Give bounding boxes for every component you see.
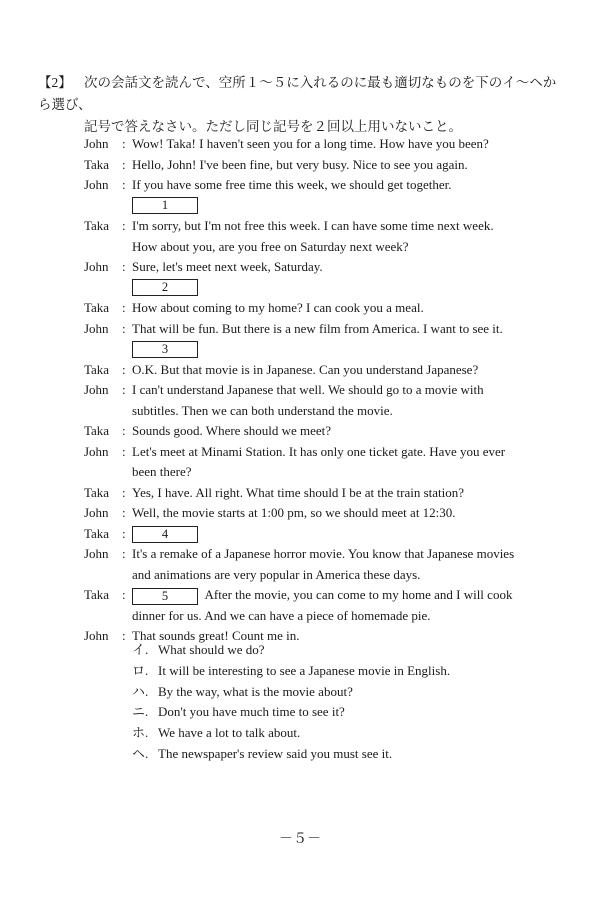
speaker-colon: : xyxy=(122,546,126,561)
choice-text: Don't you have much time to see it? xyxy=(158,704,345,720)
speaker-colon: : xyxy=(122,505,126,520)
question-number: 【2】 xyxy=(38,75,72,90)
utterance-line: Sure, let's meet next week, Saturday. xyxy=(132,259,323,274)
blank-row xyxy=(84,339,574,360)
utterance xyxy=(132,216,574,257)
speaker-name: Taka xyxy=(84,525,110,541)
utterance xyxy=(132,524,574,545)
speaker-colon: : xyxy=(122,300,126,315)
utterance-line: I can't understand Japanese that well. We should go to a movie with xyxy=(132,382,484,397)
speaker-name: Taka xyxy=(84,156,110,172)
utterance xyxy=(132,257,574,278)
speaker-name: Taka xyxy=(84,300,110,315)
dialogue-turn xyxy=(84,155,574,176)
speaker-colon: : xyxy=(122,259,126,274)
utterance xyxy=(132,175,574,196)
speaker-name: Taka xyxy=(84,423,110,438)
instruction-line-1: 次の会話文を読んで、空所１～５に入れるのに最も適切なものを下のイ～ヘから選び、 xyxy=(38,75,557,112)
utterance-line: and animations are very popular in America these days. xyxy=(132,566,421,582)
speaker-colon: : xyxy=(122,136,126,151)
choice-item xyxy=(132,744,552,765)
choice-item xyxy=(132,640,552,661)
speaker-colon: : xyxy=(122,320,126,336)
speaker-name: John xyxy=(84,546,109,561)
dialogue xyxy=(84,134,574,647)
dialogue-turn xyxy=(84,585,574,626)
utterance-line: Yes, I have. All right. What time should I be at the train station? xyxy=(132,484,465,500)
dialogue-turn xyxy=(84,380,574,421)
choice-item xyxy=(132,682,552,703)
utterance-line: Well, the movie starts at 1:00 pm, so we should meet at 12:30. xyxy=(132,505,456,520)
choice-text: By the way, what is the movie about? xyxy=(158,683,353,699)
dialogue-turn xyxy=(84,175,574,196)
speaker-colon: : xyxy=(122,423,126,438)
speaker-name: John xyxy=(84,320,109,336)
dialogue-turn xyxy=(84,360,574,381)
choice-mark: ヘ. xyxy=(132,745,149,761)
dialogue-turn xyxy=(84,298,574,319)
speaker-colon: : xyxy=(122,177,126,192)
utterance-line: Sounds good. Where should we meet? xyxy=(132,423,332,438)
utterance-line: That sounds great! Count me in. xyxy=(132,628,300,643)
utterance-line: Let's meet at Minami Station. It has only one ticket gate. Have you ever xyxy=(132,443,506,459)
speaker-name: John xyxy=(84,136,109,151)
choice-item xyxy=(132,661,552,682)
choice-item xyxy=(132,702,552,723)
choice-item xyxy=(132,723,552,744)
speaker-colon: : xyxy=(122,443,126,459)
choice-text: The newspaper's review said you must see it. xyxy=(158,745,393,761)
utterance xyxy=(132,298,574,319)
dialogue-turn xyxy=(84,421,574,442)
choice-mark: ハ. xyxy=(132,683,149,699)
choice-mark: ニ. xyxy=(132,704,149,720)
utterance xyxy=(132,360,574,381)
speaker-colon: : xyxy=(122,361,126,377)
utterance-line: O.K. But that movie is in Japanese. Can you understand Japanese? xyxy=(132,361,479,377)
choice-text: What should we do? xyxy=(158,642,265,657)
dialogue-turn xyxy=(84,503,574,524)
utterance xyxy=(132,421,574,442)
speaker-colon: : xyxy=(122,218,126,233)
choice-text: We have a lot to talk about. xyxy=(158,725,301,741)
utterance xyxy=(132,319,574,340)
speaker-colon: : xyxy=(122,382,126,397)
utterance xyxy=(132,134,574,155)
blank-row xyxy=(84,278,574,299)
speaker-colon: : xyxy=(122,156,126,172)
utterance-line: Hello, John! I've been fine, but very busy. Nice to see you again. xyxy=(132,156,468,172)
speaker-colon: : xyxy=(122,525,126,541)
dialogue-turn xyxy=(84,216,574,257)
answer-blank[interactable]: 3 xyxy=(132,341,198,358)
answer-blank[interactable]: 2 xyxy=(132,279,198,296)
speaker-name: Taka xyxy=(84,361,110,377)
speaker-name: John xyxy=(84,443,109,459)
utterance-line: How about you, are you free on Saturday next week? xyxy=(132,238,409,254)
speaker-name: John xyxy=(84,628,109,643)
dialogue-turn xyxy=(84,257,574,278)
utterance-line: subtitles. Then we can both understand the movie. xyxy=(132,402,393,418)
utterance-line: That will be fun. But there is a new film from America. I want to see it. xyxy=(132,320,503,336)
utterance xyxy=(132,442,574,483)
dialogue-turn xyxy=(84,442,574,483)
answer-blank[interactable]: 5 xyxy=(132,588,198,605)
utterance-line: dinner for us. And we can have a piece of homemade pie. xyxy=(132,607,431,623)
speaker-name: Taka xyxy=(84,587,110,602)
utterance xyxy=(132,585,574,626)
answer-blank[interactable]: 1 xyxy=(132,197,198,214)
speaker-name: Taka xyxy=(84,218,110,233)
instruction-line-2: 記号で答えなさい。ただし同じ記号を２回以上用いないこと。 xyxy=(84,119,462,134)
utterance-line: been there? xyxy=(132,464,192,479)
utterance xyxy=(132,503,574,524)
speaker-colon: : xyxy=(122,484,126,500)
choice-text: It will be interesting to see a Japanese movie in English. xyxy=(158,662,451,678)
utterance-line: I'm sorry, but I'm not free this week. I can have some time next week. xyxy=(132,218,494,233)
blank-row xyxy=(84,196,574,217)
choice-mark: ロ. xyxy=(132,662,149,678)
speaker-name: John xyxy=(84,259,109,274)
speaker-colon: : xyxy=(122,628,126,643)
dialogue-turn xyxy=(84,544,574,585)
dialogue-turn xyxy=(84,134,574,155)
page-number: －５－ xyxy=(279,832,321,847)
dialogue-turn xyxy=(84,483,574,504)
choice-mark: ホ. xyxy=(132,725,149,741)
dialogue-turn xyxy=(84,319,574,340)
utterance xyxy=(132,483,574,504)
utterance-line: How about coming to my home? I can cook you a meal. xyxy=(132,300,424,315)
utterance xyxy=(132,380,574,421)
speaker-name: John xyxy=(84,382,109,397)
speaker-name: John xyxy=(84,177,109,192)
answer-blank[interactable]: 4 xyxy=(132,526,198,543)
utterance xyxy=(132,155,574,176)
utterance xyxy=(132,544,574,585)
question-instructions xyxy=(38,72,568,138)
dialogue-turn xyxy=(84,524,574,545)
utterance-line: After the movie, you can come to my home and I will cook xyxy=(204,587,513,602)
answer-choices xyxy=(132,640,552,765)
speaker-name: Taka xyxy=(84,484,110,500)
utterance-line: It's a remake of a Japanese horror movie. You know that Japanese movies xyxy=(132,546,515,561)
utterance-line: If you have some free time this week, we should get together. xyxy=(132,177,452,192)
choice-mark: イ. xyxy=(132,642,149,657)
speaker-colon: : xyxy=(122,587,126,602)
utterance-line: Wow! Taka! I haven't seen you for a long time. How have you been? xyxy=(132,136,489,151)
speaker-name: John xyxy=(84,505,109,520)
